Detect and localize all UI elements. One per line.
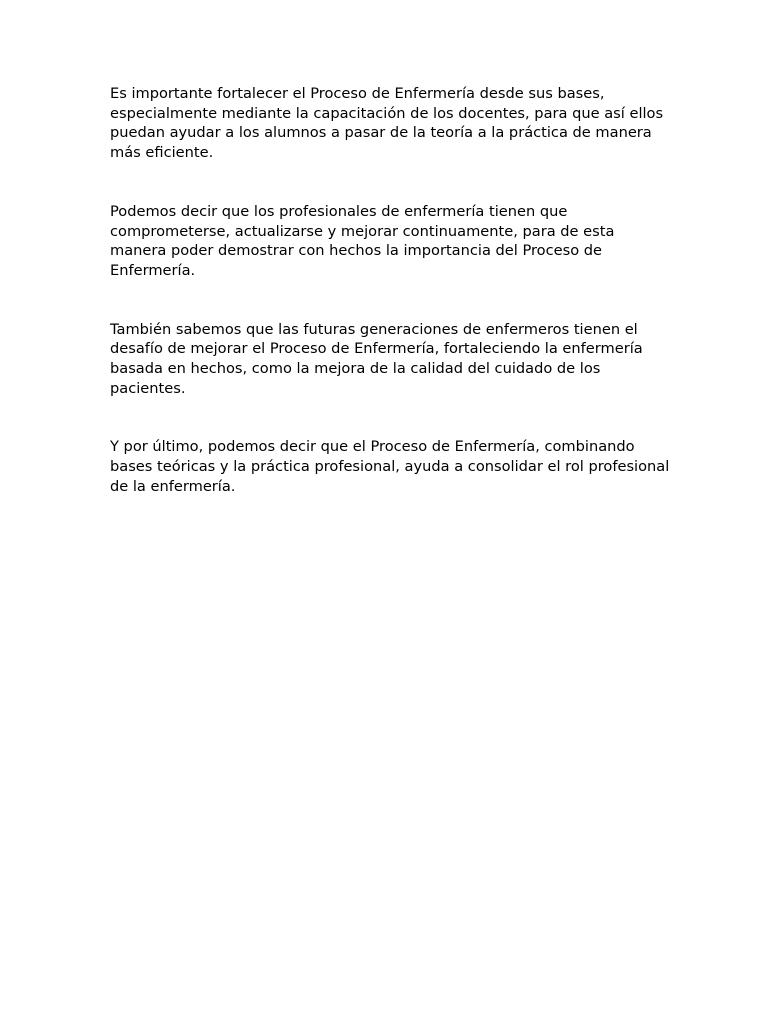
paragraph-1: Es importante fortalecer el Proceso de Enfermería desde sus bases, especialmente mediante la capacitación de los docentes, para que así ellos puedan ayudar a los alumnos a pasar de la teoría a la práctica de manera más eficiente. xyxy=(110,85,664,162)
document-body xyxy=(110,84,670,497)
paragraph-4: Y por último, podemos decir que el Proceso de Enfermería, combinando bases teóricas y la práctica profesional, ayuda a consolidar el rol profesional de la enfermería. xyxy=(110,438,670,495)
paragraph-2: Podemos decir que los profesionales de enfermería tienen que comprometerse, actualizarse y mejorar continuamente, para de esta manera poder demostrar con hechos la importancia del Proceso de Enfermería. xyxy=(110,202,615,279)
paragraph-3: También sabemos que las futuras generaciones de enfermeros tienen el desafío de mejorar el Proceso de Enfermería, fortaleciendo la enfermería basada en hechos, como la mejora de la calidad del cuidado de los pacientes. xyxy=(110,320,643,397)
